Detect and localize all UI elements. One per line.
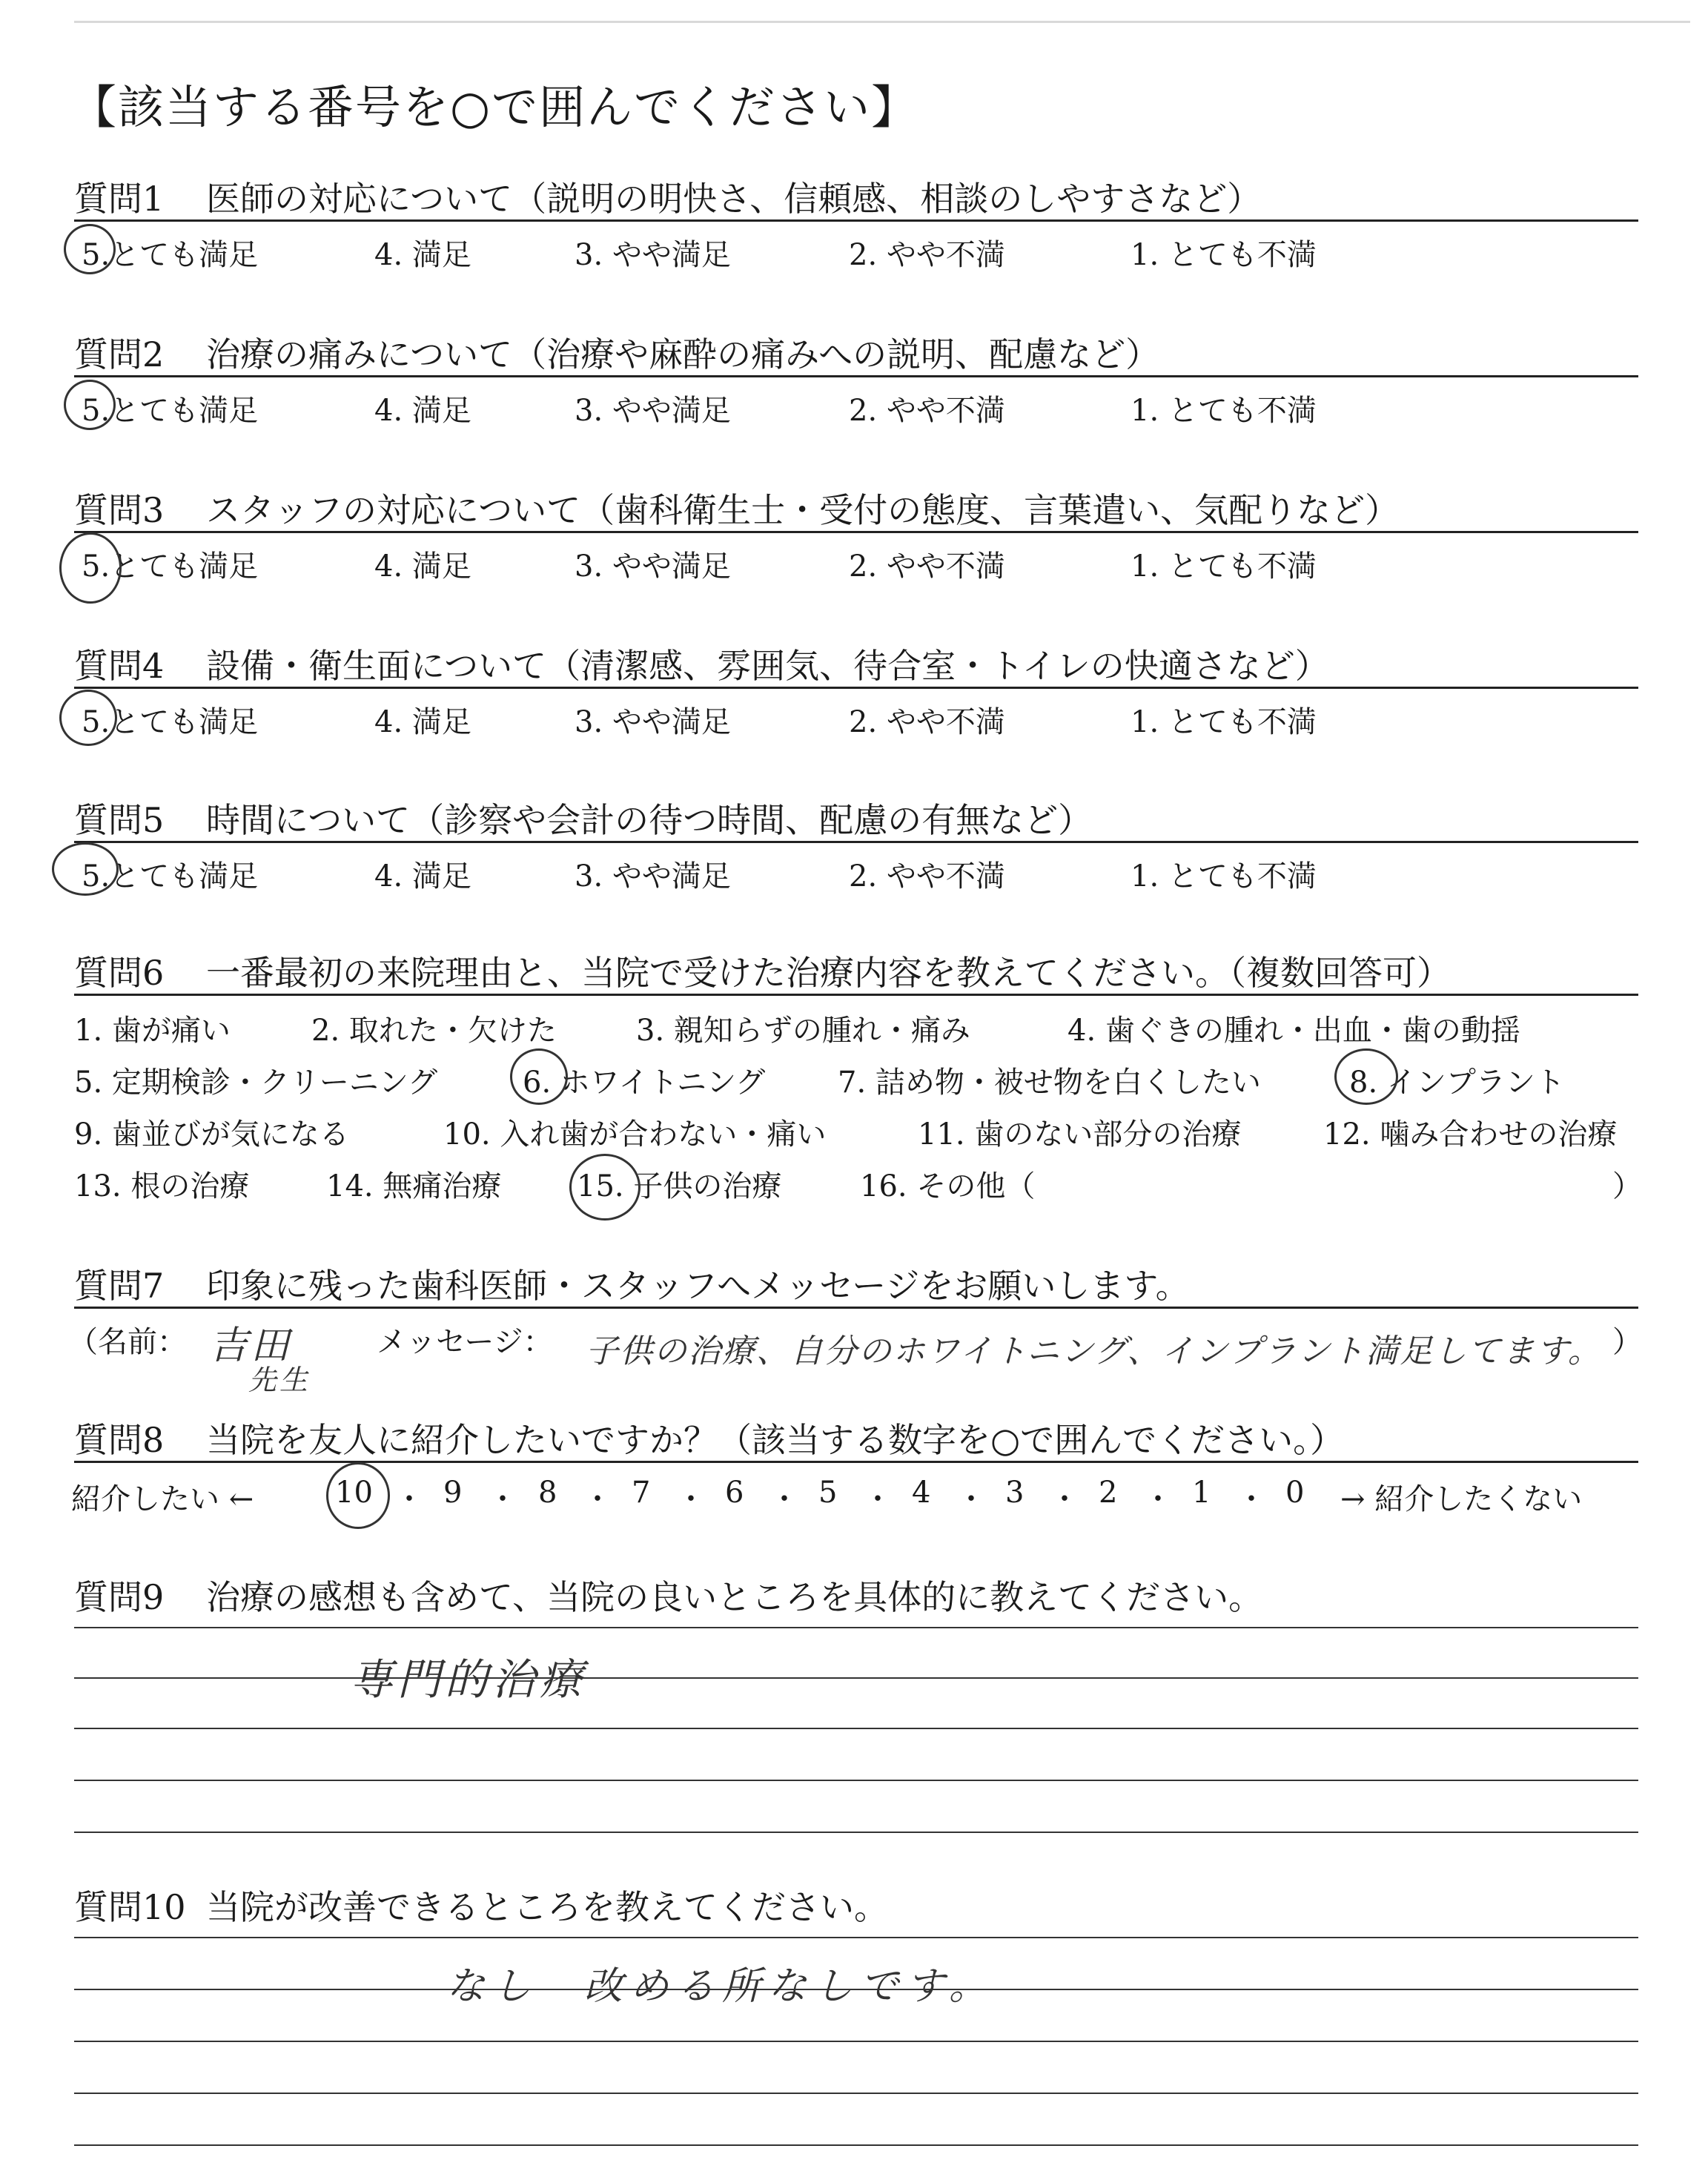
q8-scale-0[interactable]: 0 [1285,1476,1305,1510]
q8-scale-5[interactable]: 5 [818,1476,838,1510]
question-rule [74,219,1638,222]
q4-option-3[interactable]: 3. やや満足 [575,705,731,739]
question-number: 質問7 [74,1266,165,1306]
answer-line [74,2041,1638,2042]
q8-dot: ・ [769,1482,799,1516]
q3-option-2[interactable]: 2. やや不満 [849,549,1005,584]
q3-option-3[interactable]: 3. やや満足 [575,549,731,584]
question-4 [74,639,1329,688]
q8-dot: ・ [1143,1482,1173,1516]
q2-option-5[interactable]: 5.とても満足 [82,394,259,428]
q8-dot: ・ [956,1482,986,1516]
question-7 [74,1259,1190,1308]
question-rule [74,531,1638,533]
q6-option-8[interactable]: 8. インプラント [1349,1066,1565,1100]
question-number: 質問5 [74,800,165,840]
q2-option-3[interactable]: 3. やや満足 [575,394,731,428]
question-9 [74,1571,1262,1619]
q6-option-5[interactable]: 5. 定期検診・クリーニング [74,1066,438,1100]
q3-option-4[interactable]: 4. 満足 [374,549,471,584]
q7-name-label: （名前： [68,1325,187,1359]
q6-option-10[interactable]: 10. 入れ歯が合わない・痛い [443,1117,827,1152]
q1-option-2[interactable]: 2. やや不満 [849,238,1005,272]
q5-option-4[interactable]: 4. 満足 [374,859,471,894]
question-number: 質問10 [74,1887,186,1927]
q7-name-suffix: 先生 [248,1364,311,1396]
q8-scale-6[interactable]: 6 [725,1476,744,1510]
q1-option-5[interactable]: 5.とても満足 [82,238,259,272]
question-text: スタッフの対応について（歯科衛生士・受付の態度、言葉遣い、気配りなど） [206,490,1400,530]
question-number: 質問4 [74,646,165,686]
q8-dot: ・ [583,1482,612,1516]
q6-selected-circle-8 [1334,1048,1398,1105]
q3-option-1[interactable]: 1. とても不満 [1131,549,1317,584]
q3-selected-circle [59,532,122,604]
q6-option-12[interactable]: 12. 噛み合わせの治療 [1323,1117,1618,1152]
question-2 [74,328,1159,377]
q6-option-16[interactable]: 16. その他（ [860,1169,1036,1203]
question-text: 時間について（診察や会計の待つ時間、配慮の有無など） [206,800,1093,840]
question-rule [74,687,1638,689]
q9-answer[interactable]: 専門的治療 [350,1654,588,1705]
q8-scale-8[interactable]: 8 [538,1476,557,1510]
question-text: 当院を友人に紹介したいですか？（該当する数字を○で囲んでください。） [206,1420,1345,1460]
answer-line [74,2144,1638,2146]
q2-option-2[interactable]: 2. やや不満 [849,394,1005,428]
question-5 [74,793,1092,842]
q7-name-value[interactable]: 吉田 [209,1324,293,1368]
question-text: 設備・衛生面について（清潔感、雰囲気、待合室・トイレの快適さなど） [206,646,1329,686]
q6-selected-circle-15 [569,1154,640,1221]
q8-scale-2[interactable]: 2 [1099,1476,1118,1510]
question-rule [74,841,1638,843]
question-number: 質問9 [74,1577,165,1617]
q4-selected-circle [59,690,117,746]
top-border [74,21,1690,23]
question-number: 質問3 [74,490,165,530]
q4-option-5[interactable]: 5.とても満足 [82,705,259,739]
question-text: 一番最初の来院理由と、当院で受けた治療内容を教えてください。（複数回答可） [206,953,1451,993]
page-title: 【該当する番号を○で囲んでください】 [70,80,919,134]
q6-option-9[interactable]: 9. 歯並びが気になる [74,1117,349,1152]
q6-option-6[interactable]: 6. ホワイトニング [523,1066,766,1100]
q8-scale-7[interactable]: 7 [632,1476,651,1510]
q5-selected-circle [52,842,119,896]
question-rule [74,1307,1638,1309]
question-text: 当院が改善できるところを教えてください。 [206,1887,888,1927]
q6-option-3[interactable]: 3. 親知らずの腫れ・痛み [636,1014,970,1048]
q8-dot: ・ [1237,1482,1266,1516]
question-text: 印象に残った歯科医師・スタッフへメッセージをお願いします。 [206,1266,1190,1306]
q8-selected-circle [326,1462,390,1529]
q8-scale-4[interactable]: 4 [912,1476,931,1510]
q8-scale-1[interactable]: 1 [1192,1476,1211,1510]
q8-scale-3[interactable]: 3 [1005,1476,1025,1510]
q8-dot: ・ [676,1482,706,1516]
q2-selected-circle [64,380,116,430]
question-number: 質問6 [74,953,165,993]
q2-option-1[interactable]: 1. とても不満 [1131,394,1317,428]
q6-option-11[interactable]: 11. 歯のない部分の治療 [918,1117,1242,1152]
question-text: 治療の感想も含めて、当院の良いところを具体的に教えてください。 [206,1577,1263,1617]
answer-line [74,1728,1638,1729]
q5-option-3[interactable]: 3. やや満足 [575,859,731,894]
q8-scale-10[interactable]: 10 [335,1476,373,1510]
answer-line [74,1677,1638,1679]
question-rule [74,994,1638,996]
q2-option-4[interactable]: 4. 満足 [374,394,471,428]
question-6 [74,946,1451,995]
question-rule [74,375,1638,377]
q6-option-15[interactable]: 15. 子供の治療 [577,1169,782,1203]
q4-option-1[interactable]: 1. とても不満 [1131,705,1317,739]
question-text: 治療の痛みについて（治療や麻酔の痛みへの説明、配慮など） [206,334,1160,374]
question-rule [74,1461,1638,1463]
question-10 [74,1880,888,1929]
q8-dot: ・ [863,1482,893,1516]
q6-option-13[interactable]: 13. 根の治療 [74,1169,250,1203]
q8-dot: ・ [1050,1482,1079,1516]
q5-option-5[interactable]: 5.とても満足 [82,859,259,894]
q4-option-2[interactable]: 2. やや不満 [849,705,1005,739]
question-8 [74,1413,1344,1462]
q6-option-2[interactable]: 2. 取れた・欠けた [311,1014,557,1048]
q6-other-close-paren: ） [1612,1169,1642,1203]
q3-option-5[interactable]: 5.とても満足 [82,549,259,584]
question-number: 質問8 [74,1420,165,1460]
q8-dot: ・ [394,1482,424,1516]
q1-option-3[interactable]: 3. やや満足 [575,238,731,272]
q5-option-2[interactable]: 2. やや不満 [849,859,1005,894]
answer-line [74,1627,1638,1628]
q6-option-1[interactable]: 1. 歯が痛い [74,1014,231,1048]
question-3 [74,483,1399,532]
q5-option-1[interactable]: 1. とても不満 [1131,859,1317,894]
q6-option-4[interactable]: 4. 歯ぐきの腫れ・出血・歯の動揺 [1068,1014,1520,1048]
q7-message-value[interactable]: 子供の治療、自分のホワイトニング、インプラント満足してます。 [586,1332,1602,1370]
answer-line [74,2093,1638,2094]
q8-scale-9[interactable]: 9 [443,1476,463,1510]
q7-close-paren: ） [1612,1325,1642,1359]
q1-option-4[interactable]: 4. 満足 [374,238,471,272]
q4-option-4[interactable]: 4. 満足 [374,705,471,739]
q1-option-1[interactable]: 1. とても不満 [1131,238,1317,272]
answer-line [74,1780,1638,1781]
question-text: 医師の対応について（説明の明快さ、信頼感、相談のしやすさなど） [206,179,1262,219]
q7-message-label: メッセージ： [377,1325,553,1359]
q10-answer[interactable]: なし 改める所なしです。 [446,1964,995,2009]
q8-right-label: → 紹介したくない [1340,1482,1583,1516]
q8-dot: ・ [488,1482,517,1516]
q8-left-label: 紹介したい ← [71,1482,254,1516]
answer-line [74,1937,1638,1938]
q6-selected-circle-6 [510,1048,568,1105]
question-1 [74,172,1261,221]
q1-selected-circle [64,224,116,274]
answer-line [74,1989,1638,1990]
question-number: 質問2 [74,334,165,374]
answer-line [74,1832,1638,1833]
q6-option-7[interactable]: 7. 詰め物・被せ物を白くしたい [838,1066,1261,1100]
question-number: 質問1 [74,179,165,219]
q6-option-14[interactable]: 14. 無痛治療 [326,1169,502,1203]
